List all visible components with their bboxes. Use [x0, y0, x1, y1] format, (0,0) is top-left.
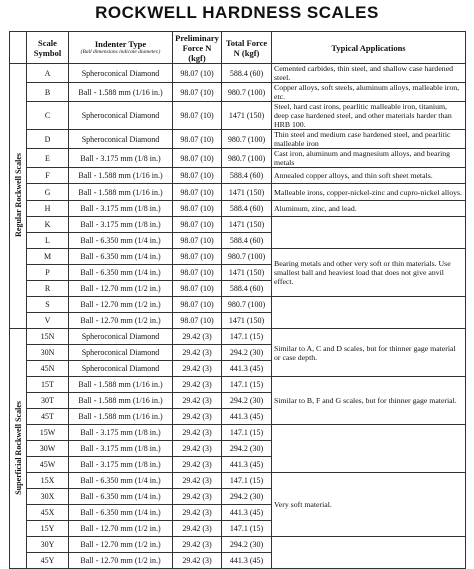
- table-row: [10, 425, 466, 441]
- total-force-cell: 147.1 (15): [222, 425, 272, 441]
- scale-symbol-cell: P: [27, 265, 69, 281]
- scale-symbol-cell: 30Y: [27, 537, 69, 553]
- preliminary-force-cell: 98.07 (10): [173, 184, 222, 201]
- indenter-type-cell: Spheroconical Diamond: [69, 329, 173, 345]
- scale-symbol-cell: 15X: [27, 473, 69, 489]
- indenter-type-cell: Ball - 12.70 mm (1/2 in.): [69, 313, 173, 329]
- application-cell: [272, 217, 466, 249]
- scale-symbol-cell: A: [27, 64, 69, 83]
- scale-symbol-cell: 30W: [27, 441, 69, 457]
- indenter-type-cell: Ball - 12.70 mm (1/2 in.): [69, 521, 173, 537]
- scale-symbol-cell: 45T: [27, 409, 69, 425]
- scale-symbol-cell: L: [27, 233, 69, 249]
- preliminary-force-cell: 29.42 (3): [173, 425, 222, 441]
- scale-symbol-cell: 45W: [27, 457, 69, 473]
- indenter-type-cell: Ball - 12.70 mm (1/2 in.): [69, 297, 173, 313]
- indenter-type-cell: Ball - 1.588 mm (1/16 in.): [69, 83, 173, 102]
- indenter-type-header-label: Indenter Type: [94, 39, 147, 49]
- application-cell: Aluminum, zinc, and lead.: [272, 201, 466, 217]
- table-row: [10, 329, 466, 345]
- scale-symbol-cell: 15N: [27, 329, 69, 345]
- total-force-cell: 294.2 (30): [222, 537, 272, 553]
- preliminary-force-cell: 29.42 (3): [173, 345, 222, 361]
- indenter-type-cell: Ball - 6.350 mm (1/4 in.): [69, 233, 173, 249]
- preliminary-force-cell: 98.07 (10): [173, 201, 222, 217]
- application-cell: Similar to B, F and G scales, but for thinner gage material.: [272, 377, 466, 425]
- application-cell: Similar to A, C and D scales, but for thinner gage material or case depth.: [272, 329, 466, 377]
- indenter-type-cell: Ball - 6.350 mm (1/4 in.): [69, 489, 173, 505]
- group-label: Regular Rockwell Scales: [13, 153, 23, 237]
- scale-symbol-cell: 30N: [27, 345, 69, 361]
- application-cell: Thin steel and medium case hardened steel, and pearlitic malleable iron: [272, 130, 466, 149]
- preliminary-force-cell: 29.42 (3): [173, 457, 222, 473]
- total-force-cell: 1471 (150): [222, 217, 272, 233]
- table-row: [10, 377, 466, 393]
- table-row: [10, 149, 466, 168]
- scale-symbol-cell: B: [27, 83, 69, 102]
- indenter-type-cell: Ball - 1.588 mm (1/16 in.): [69, 393, 173, 409]
- indenter-type-cell: Ball - 1.588 mm (1/16 in.): [69, 168, 173, 184]
- indenter-type-cell: Ball - 3.175 mm (1/8 in.): [69, 201, 173, 217]
- preliminary-force-cell: 29.42 (3): [173, 441, 222, 457]
- preliminary-force-cell: 29.42 (3): [173, 537, 222, 553]
- application-cell: Steel, hard cast irons, pearlitic malleable iron, titanium, deep case hardened steel, and other materials harder than HRB 100.: [272, 102, 466, 130]
- total-force-cell: 441.3 (45): [222, 409, 272, 425]
- application-cell: Bearing metals and other very soft or thin materials. Use smallest ball and heaviest load that does not give anvil effect.: [272, 249, 466, 297]
- table-row: [10, 83, 466, 102]
- indenter-type-cell: Ball - 12.70 mm (1/2 in.): [69, 553, 173, 569]
- group-label-cell: [10, 329, 27, 569]
- total-force-cell: 980.7 (100): [222, 149, 272, 168]
- scale-symbol-cell: C: [27, 102, 69, 130]
- indenter-type-cell: Ball - 3.175 mm (1/8 in.): [69, 149, 173, 168]
- scale-symbol-cell: 45Y: [27, 553, 69, 569]
- total-force-cell: 147.1 (15): [222, 521, 272, 537]
- application-cell: Annealed copper alloys, and thin soft sheet metals.: [272, 168, 466, 184]
- total-force-cell: 588.4 (60): [222, 233, 272, 249]
- application-cell: [272, 297, 466, 329]
- scale-symbol-cell: 15W: [27, 425, 69, 441]
- scale-symbol-cell: M: [27, 249, 69, 265]
- group-header-cell: [10, 32, 27, 64]
- scale-symbol-cell: V: [27, 313, 69, 329]
- indenter-type-cell: Ball - 12.70 mm (1/2 in.): [69, 281, 173, 297]
- total-force-cell: 588.4 (60): [222, 64, 272, 83]
- preliminary-force-cell: 29.42 (3): [173, 329, 222, 345]
- table-row: [10, 537, 466, 553]
- preliminary-force-cell: 98.07 (10): [173, 130, 222, 149]
- application-cell: [272, 425, 466, 473]
- total-force-cell: 147.1 (15): [222, 329, 272, 345]
- scale-symbol-cell: 45X: [27, 505, 69, 521]
- application-cell: Malleable irons, copper-nickel-zinc and cupro-nickel alloys.: [272, 184, 466, 201]
- indenter-type-cell: Ball - 12.70 mm (1/2 in.): [69, 537, 173, 553]
- scale-symbol-cell: K: [27, 217, 69, 233]
- preliminary-force-cell: 98.07 (10): [173, 249, 222, 265]
- scale-symbol-cell: 45N: [27, 361, 69, 377]
- indenter-type-cell: Ball - 3.175 mm (1/8 in.): [69, 457, 173, 473]
- total-force-cell: 1471 (150): [222, 265, 272, 281]
- preliminary-force-cell: 29.42 (3): [173, 489, 222, 505]
- table-row: [10, 184, 466, 201]
- table-row: [10, 217, 466, 233]
- preliminary-force-cell: 98.07 (10): [173, 83, 222, 102]
- page-title: ROCKWELL HARDNESS SCALES: [95, 3, 379, 22]
- indenter-type-cell: Ball - 6.350 mm (1/4 in.): [69, 249, 173, 265]
- preliminary-force-cell: 29.42 (3): [173, 361, 222, 377]
- rockwell-hardness-table: [9, 31, 466, 569]
- indenter-type-cell: Ball - 3.175 mm (1/8 in.): [69, 441, 173, 457]
- total-force-cell: 441.3 (45): [222, 457, 272, 473]
- indenter-note: (Ball dimensions indicate diameter.): [80, 49, 161, 55]
- table-row: [10, 64, 466, 83]
- indenter-type-cell: Ball - 1.588 mm (1/16 in.): [69, 184, 173, 201]
- total-force-cell: 980.7 (100): [222, 130, 272, 149]
- total-force-cell: 294.2 (30): [222, 489, 272, 505]
- indenter-type-cell: Spheroconical Diamond: [69, 361, 173, 377]
- preliminary-force-cell: 98.07 (10): [173, 168, 222, 184]
- preliminary-force-cell: 98.07 (10): [173, 149, 222, 168]
- table-row: [10, 473, 466, 489]
- table-row: [10, 249, 466, 265]
- total-force-cell: 441.3 (45): [222, 361, 272, 377]
- total-force-cell: 1471 (150): [222, 102, 272, 130]
- preliminary-force-cell: 98.07 (10): [173, 64, 222, 83]
- scale-symbol-cell: G: [27, 184, 69, 201]
- indenter-type-cell: Ball - 1.588 mm (1/16 in.): [69, 377, 173, 393]
- total-force-cell: 980.7 (100): [222, 249, 272, 265]
- total-force-cell: 588.4 (60): [222, 281, 272, 297]
- preliminary-force-cell: 29.42 (3): [173, 521, 222, 537]
- scale-symbol-cell: R: [27, 281, 69, 297]
- indenter-type-cell: Ball - 3.175 mm (1/8 in.): [69, 217, 173, 233]
- scale-symbol-cell: 30T: [27, 393, 69, 409]
- preliminary-force-cell: 98.07 (10): [173, 265, 222, 281]
- preliminary-force-cell: 29.42 (3): [173, 553, 222, 569]
- application-cell: Copper alloys, soft steels, aluminum alloys, malleable iron, etc.: [272, 83, 466, 102]
- preliminary-force-cell: 29.42 (3): [173, 473, 222, 489]
- table-row: [10, 201, 466, 217]
- scale-symbol-cell: S: [27, 297, 69, 313]
- table-body: [10, 64, 466, 569]
- scale-symbol-cell: 15Y: [27, 521, 69, 537]
- indenter-type-header: [69, 32, 173, 64]
- group-label: Superficial Rockwell Scales: [13, 400, 23, 495]
- group-label-cell: [10, 64, 27, 329]
- table-row: [10, 297, 466, 313]
- table-row: [10, 168, 466, 184]
- total-force-cell: 1471 (150): [222, 313, 272, 329]
- total-force-cell: 147.1 (15): [222, 377, 272, 393]
- table-header-row: [10, 32, 466, 64]
- indenter-type-cell: Spheroconical Diamond: [69, 102, 173, 130]
- typical-applications-header: Typical Applications: [272, 32, 466, 64]
- preliminary-force-cell: 29.42 (3): [173, 393, 222, 409]
- total-force-cell: 294.2 (30): [222, 393, 272, 409]
- scale-symbol-cell: 15T: [27, 377, 69, 393]
- table-row: [10, 102, 466, 130]
- total-force-cell: 147.1 (15): [222, 473, 272, 489]
- scale-symbol-cell: H: [27, 201, 69, 217]
- scale-symbol-cell: E: [27, 149, 69, 168]
- total-force-cell: 1471 (150): [222, 184, 272, 201]
- preliminary-force-cell: 29.42 (3): [173, 505, 222, 521]
- preliminary-force-header: Preliminary Force N (kgf): [173, 32, 222, 64]
- indenter-type-cell: Ball - 6.350 mm (1/4 in.): [69, 265, 173, 281]
- preliminary-force-cell: 98.07 (10): [173, 233, 222, 249]
- application-cell: Cast iron, aluminum and magnesium alloys, and bearing metals: [272, 149, 466, 168]
- indenter-type-cell: Ball - 6.350 mm (1/4 in.): [69, 505, 173, 521]
- total-force-cell: 588.4 (60): [222, 201, 272, 217]
- preliminary-force-cell: 29.42 (3): [173, 377, 222, 393]
- total-force-cell: 588.4 (60): [222, 168, 272, 184]
- application-cell: Cemented carbides, thin steel, and shallow case hardened steel.: [272, 64, 466, 83]
- application-cell: Very soft material.: [272, 473, 466, 537]
- indenter-type-cell: Ball - 6.350 mm (1/4 in.): [69, 473, 173, 489]
- preliminary-force-cell: 98.07 (10): [173, 217, 222, 233]
- preliminary-force-cell: 98.07 (10): [173, 281, 222, 297]
- total-force-cell: 294.2 (30): [222, 441, 272, 457]
- total-force-cell: 294.2 (30): [222, 345, 272, 361]
- total-force-cell: 980.7 (100): [222, 297, 272, 313]
- indenter-type-cell: Spheroconical Diamond: [69, 345, 173, 361]
- total-force-cell: 441.3 (45): [222, 505, 272, 521]
- preliminary-force-cell: 98.07 (10): [173, 297, 222, 313]
- scale-symbol-cell: D: [27, 130, 69, 149]
- indenter-type-cell: Spheroconical Diamond: [69, 64, 173, 83]
- indenter-type-cell: Ball - 3.175 mm (1/8 in.): [69, 425, 173, 441]
- scale-symbol-header: Scale Symbol: [27, 32, 69, 64]
- total-force-cell: 980.7 (100): [222, 83, 272, 102]
- scale-symbol-cell: F: [27, 168, 69, 184]
- total-force-header: Total Force N (kgf): [222, 32, 272, 64]
- application-cell: [272, 537, 466, 569]
- total-force-cell: 441.3 (45): [222, 553, 272, 569]
- preliminary-force-cell: 98.07 (10): [173, 313, 222, 329]
- scale-symbol-cell: 30X: [27, 489, 69, 505]
- preliminary-force-cell: 29.42 (3): [173, 409, 222, 425]
- indenter-type-cell: Spheroconical Diamond: [69, 130, 173, 149]
- indenter-type-cell: Ball - 1.588 mm (1/16 in.): [69, 409, 173, 425]
- table-row: [10, 130, 466, 149]
- preliminary-force-cell: 98.07 (10): [173, 102, 222, 130]
